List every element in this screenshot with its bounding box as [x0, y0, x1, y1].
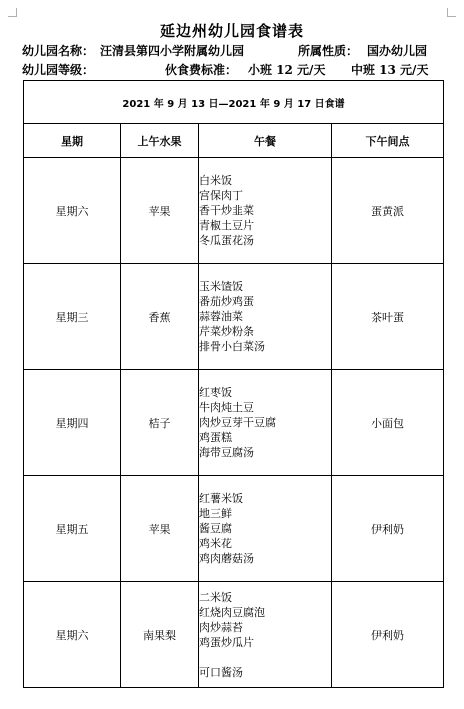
lunch-dish: 鸡蛋糕 — [199, 431, 232, 444]
lunch-dish: 地三鲜 — [199, 507, 232, 520]
header-lunch: 午餐 — [199, 124, 332, 158]
lunch-cell — [199, 370, 332, 476]
lunch-dish: 红烧肉豆腐泡 — [199, 605, 265, 619]
info-line-1 — [22, 42, 442, 60]
small-class-fee: 小班 12 元/天 — [248, 63, 326, 77]
fruit-cell: 南果梨 — [121, 582, 199, 688]
lunch-dish: 二米饭 — [199, 590, 232, 604]
kindergarten-name-value: 汪清县第四小学附属幼儿园 — [100, 44, 245, 58]
lunch-dish: 鸡蛋炒瓜片 — [199, 635, 254, 649]
lunch-cell — [199, 476, 332, 582]
date-range-row — [24, 81, 444, 124]
fruit-cell: 苹果 — [121, 476, 199, 582]
lunch-dish: 酱豆腐 — [199, 522, 232, 535]
lunch-dish: 鸡米花 — [199, 537, 232, 550]
day-cell: 星期五 — [24, 476, 121, 582]
info-line-2 — [22, 61, 442, 79]
menu-table — [23, 80, 444, 688]
grade-label: 幼儿园等级： — [22, 63, 95, 77]
lunch-dish: 红枣饭 — [199, 386, 232, 399]
lunch-cell — [199, 264, 332, 370]
header-row — [24, 124, 444, 158]
fruit-cell: 香蕉 — [121, 264, 199, 370]
lunch-cell — [199, 158, 332, 264]
lunch-dish: 排骨小白菜汤 — [199, 340, 265, 353]
lunch-cell — [199, 582, 332, 688]
fruit-cell: 苹果 — [121, 158, 199, 264]
snack-cell: 蛋黄派 — [332, 158, 444, 264]
lunch-dish: 可口酱汤 — [199, 665, 243, 679]
table-row — [24, 476, 444, 582]
blank-line — [199, 650, 331, 665]
day-cell: 星期四 — [24, 370, 121, 476]
fee-label: 伙食费标准： — [165, 63, 238, 77]
table-row — [24, 370, 444, 476]
table-row — [24, 582, 444, 688]
nature-label: 所属性质： — [298, 44, 359, 58]
lunch-dish: 海带豆腐汤 — [199, 446, 254, 459]
date-range: 2021 年 9 月 13 日—2021 年 9 月 17 日食谱 — [24, 81, 444, 124]
table-row — [24, 158, 444, 264]
page-corner-mark-right — [447, 8, 456, 17]
nature-value: 国办幼儿园 — [367, 44, 428, 58]
header-morning-fruit: 上午水果 — [121, 124, 199, 158]
fruit-cell: 桔子 — [121, 370, 199, 476]
lunch-dish: 冬瓜蛋花汤 — [199, 234, 254, 247]
lunch-dish: 白米饭 — [199, 174, 232, 187]
lunch-dish: 芹菜炒粉条 — [199, 325, 254, 338]
lunch-dish: 肉炒蒜苔 — [199, 620, 243, 634]
lunch-dish: 红薯米饭 — [199, 492, 243, 505]
kindergarten-name-label: 幼儿园名称： — [22, 44, 95, 58]
header-afternoon-snack: 下午间点 — [332, 124, 444, 158]
snack-cell: 茶叶蛋 — [332, 264, 444, 370]
lunch-dish: 香干炒韭菜 — [199, 204, 254, 217]
lunch-dish: 玉米馇饭 — [199, 280, 243, 293]
snack-cell: 伊利奶 — [332, 582, 444, 688]
lunch-dish: 青椒土豆片 — [199, 219, 254, 232]
snack-cell: 小面包 — [332, 370, 444, 476]
lunch-dish: 宫保肉丁 — [199, 189, 243, 202]
header-day: 星期 — [24, 124, 121, 158]
day-cell: 星期六 — [24, 582, 121, 688]
lunch-dish: 鸡肉蘑菇汤 — [199, 552, 254, 565]
lunch-dish: 肉炒豆芽干豆腐 — [199, 416, 276, 429]
snack-cell: 伊利奶 — [332, 476, 444, 582]
table-row — [24, 264, 444, 370]
document-title: 延边州幼儿园食谱表 — [159, 22, 304, 40]
lunch-dish: 番茄炒鸡蛋 — [199, 295, 254, 308]
lunch-dish: 牛肉炖土豆 — [199, 401, 254, 414]
middle-class-fee: 中班 13 元/天 — [351, 63, 429, 77]
day-cell: 星期三 — [24, 264, 121, 370]
lunch-dish: 蒜蓉油菜 — [199, 310, 243, 323]
day-cell: 星期六 — [24, 158, 121, 264]
page-corner-mark-left — [8, 8, 17, 17]
